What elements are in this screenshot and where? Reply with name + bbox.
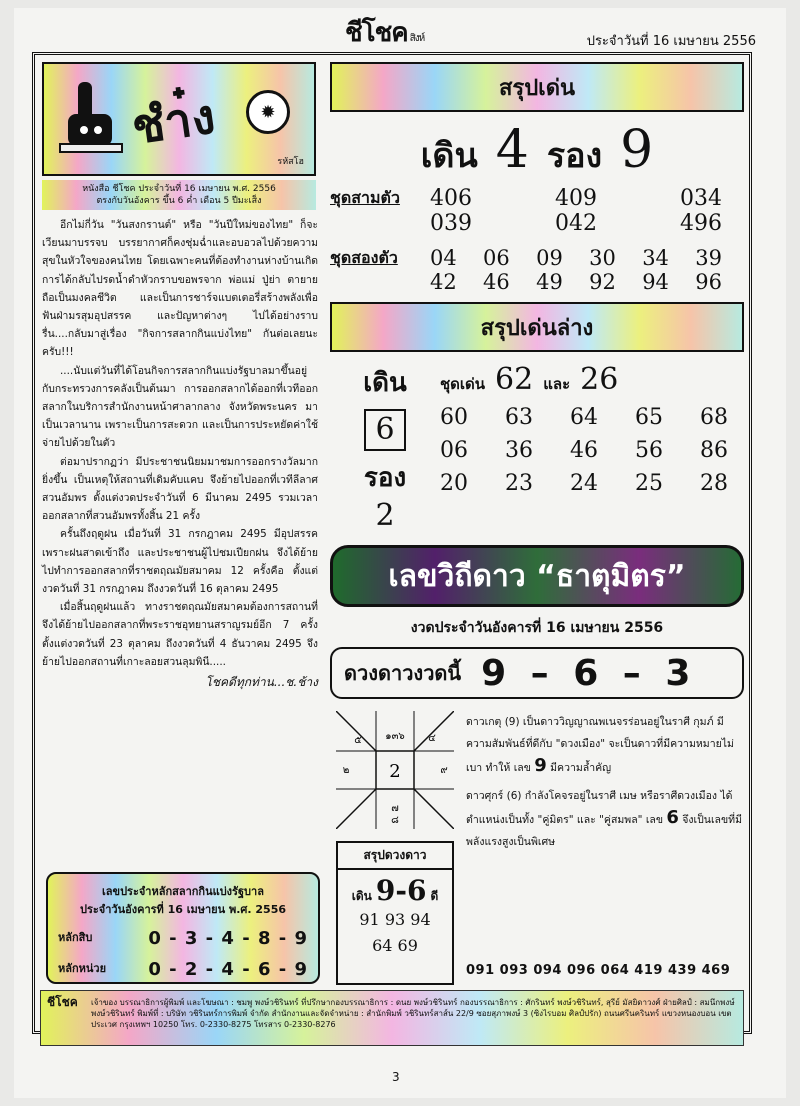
star-descriptions bbox=[466, 711, 742, 859]
lower-set-header: ชุดเด่น 62 และ 26 bbox=[440, 362, 619, 397]
two-row: 04 06 09 30 34 39 bbox=[430, 246, 722, 270]
hand-pen-icon bbox=[58, 74, 128, 164]
lower-second-label: รอง bbox=[363, 463, 407, 493]
lower-run-value: 6 bbox=[364, 409, 406, 451]
article-paragraph: ต่อมาปรากฏว่า มีประชาชนนิยมมาชมการออกรางวัลมากยิ่งขึ้น เป็นเหตุให้สถานที่เดิมคับแคบ จึงย้ายไปออกที่เวทีลีลาศ สวนอัมพร ตั้งแต่งวดประจำวันที่ 6 มีนาคม 2495 รวมเวลาออกสลากที่สวนอัมพรทั้งสิ้น 21 ครั้ง bbox=[42, 455, 318, 523]
lower-second-value: 2 bbox=[375, 498, 395, 533]
logo: ชีโชค สิงห์ bbox=[345, 18, 425, 48]
footer-text: เจ้าของ บรรณาธิการผู้พิมพ์ และโฆษณา : ชมพู พงษ์วชิรินทร์ ที่ปรึกษากองบรรณาธิการ : ดนย พงษ์วชิรินทร์ กองบรรณาธิการ : ศักรินทร์ พงษ์วชิรินทร์, สุรีย์ มัสยิดาวงศ์ ฝ่ายศิลป์ : สมนึกพงษ์ พงษ์วชิรินทร์ พิมพ์ที่ : บริษัท วชิรินทร์การพิมพ์ จำกัด สำนักงานและจัดจำหน่าย : สำนักพิมพ์ วชิรินทร์สาส์น 22/9 ซอยสุภาพงษ์ 3 (ซิงไรบอม ศิลป์ปรัก) ถนนศรีนครินทร์ แขวงหนองบอน เขตประเวศ กรุงเทพฯ 10250 โทร. 0-2330-8275 โทรสาร 0-2330-8276 bbox=[91, 998, 735, 1029]
lottery-box-title: เลขประจำหลักสลากกินแบ่งรัฐบาล bbox=[102, 885, 264, 898]
draw-date: งวดประจำวันอังคารที่ 16 เมษายน 2556 bbox=[410, 620, 664, 636]
orbit-box bbox=[330, 647, 744, 699]
sun-seal-icon: ✹ bbox=[246, 90, 290, 134]
two-digit-set bbox=[330, 246, 744, 294]
run-label: เดิน bbox=[420, 136, 478, 176]
chart-center: 2 bbox=[389, 761, 401, 782]
lower-section bbox=[330, 362, 744, 533]
star-numbers: 091 093 094 096 064 419 439 469 bbox=[466, 963, 731, 978]
star-summary-run: เดิน 9-6 ดี bbox=[351, 874, 439, 907]
masthead bbox=[42, 62, 316, 176]
publication-info bbox=[42, 180, 316, 210]
lower-banner: สรุปเด่นล่าง bbox=[330, 302, 744, 352]
two-label: ชุดสองตัว bbox=[330, 248, 398, 267]
chart-cell: ๗ bbox=[391, 803, 399, 814]
article-paragraph: เมื่อสิ้นฤดูฝนแล้ว ทางราชตฤณมัยสมาคมต้องการสถานที่ จึงได้ย้ายไปออกสลากที่พระราชอุทยานสราญรมย์อีก 7 ครั้ง ตั้งแต่งวดวันที่ 23 ตุลาคม ถึงงวดวันที่ 4 ธันวาคม 2495 จึงย้ายไปออกสถานที่เกาะลอยสวนลุมพินี..... bbox=[42, 601, 318, 668]
tens-label: หลักสิบ bbox=[58, 931, 93, 944]
star-summary-line: 64 69 bbox=[372, 936, 418, 955]
orbit-label: ดวงดาวงวดนี้ bbox=[344, 661, 462, 685]
footer-logo: ชีโชค bbox=[47, 995, 78, 1009]
article bbox=[42, 216, 318, 691]
units-label: หลักหน่วย bbox=[58, 962, 107, 975]
signoff: โชคดีทุกท่าน...ช.ช้าง bbox=[205, 675, 318, 690]
run-value: 4 bbox=[495, 120, 529, 180]
venus-description: ดาวศุกร์ (6) กำลังโคจรอยู่ในราศี เมษ หรือราศีดวงเมือง ได้ตำแหน่งเป็นทั้ง "คู่มิตร" และ "คู่สมพล" เลข 6 จึงเป็นเลขที่มีพลังแรงสูงเป็นพิเศษ bbox=[466, 790, 742, 848]
article-paragraph: ....นับแต่วันที่ได้โอนกิจการสลากกินแบ่งรัฐบาลมาขึ้นอยู่กับกระทรวงการคลังเป็นต้นมา การออกสลากได้ออกที่เวทีออกสลากในบริการสำนักงานหน้าศาลากลาง จังหวัดพระนคร มาเป็นเวลานาน เพราะเป็นการสะดวก และเป็นการประหยัดค่าใช้จ่ายไปด้วยในตัว bbox=[42, 364, 318, 450]
chart-cell: ๕ bbox=[354, 735, 362, 746]
star-summary-title: สรุปดวงดาว bbox=[338, 843, 452, 870]
pub-line: ตรงกับวันอังคาร ขึ้น 6 ค่ำ เดือน 5 ปีมะเส็ง bbox=[96, 196, 262, 206]
chart-cell: ๔ bbox=[428, 733, 436, 744]
ketu-description: ดาวเกตุ (9) เป็นดาววิญญาณพเนจรร่อนอยู่ในราศี กุมภ์ มีความสัมพันธ์ที่ดีกับ "ดวงเมือง" จะเป็นดาวที่มีความหมายไม่เบา ทำให้ เลข 9 มีความล้ำคัญ bbox=[466, 716, 734, 776]
astrology-section bbox=[330, 711, 744, 991]
units-value: 0 - 2 - 4 - 6 - 9 bbox=[148, 959, 308, 980]
chart-cell: ๒ bbox=[342, 765, 350, 776]
summary-banner: สรุปเด่น bbox=[330, 62, 744, 112]
chart-cell: ๑๓๖ bbox=[385, 731, 405, 742]
three-label: ชุดสามตัว bbox=[330, 188, 400, 207]
three-digit-set bbox=[330, 186, 744, 236]
two-row: 42 46 49 92 94 96 bbox=[430, 270, 722, 294]
horoscope-chart bbox=[336, 711, 454, 829]
summary-main bbox=[330, 120, 744, 182]
lower-run-label: เดิน bbox=[363, 368, 407, 398]
masthead-title: ชำ๋ง bbox=[128, 88, 219, 156]
article-paragraph: ครั้นถึงฤดูฝน เมื่อวันที่ 31 กรกฎาคม 2495 มีอุปสรรคเพราะฝนสาดเข้าถึง และประชาชนผู้ไปชมเปียกฝน จึงได้ย้ายไปทำการออกสลากที่ราชตฤณมัยสมาคม 12 ครั้งคือ ตั้งแต่งวดวันที่ 31 กรกฎาคม ถึงงวดวันที่ 16 ตุลาคม 2495 bbox=[42, 528, 318, 596]
article-paragraph: อีกไม่กี่วัน "วันสงกรานต์" หรือ "วันปีใหม่ของไทย" ก็จะเวียนมาบรรจบ บรรยากาศก็คงชุ่มฉ่ำและอบอวลไปด้วยความสุขในหัวใจของคนไทย โดยเฉพาะคนที่ต้องทำงานห่างบ้านเกิด การได้กลับไปรดน้ำดำหัวกราบขอพรจาก พ่อแม่ ปู่ย่า ตายาย ถือเป็นมงคลชีวิต และเป็นการชาร์จแบตเตอรี่สร้างพลังเพื่อฟันฝ่ามรสุมอุปสรรค และปัญหาต่างๆ ไปได้อย่างราบรื่น....กลับมาสู่เรื่อง "กิจการสลากกินแบ่งไทย" กันต่อเลยนะครับ!!! bbox=[42, 219, 318, 359]
pub-line: หนังสือ ชีโชค ประจำวันที่ 16 เมษายน พ.ศ. 2556 bbox=[82, 184, 276, 194]
lottery-digits-box bbox=[46, 872, 320, 984]
orbit-value: 9 – 6 – 3 bbox=[481, 652, 697, 694]
chart-cell: ๘ bbox=[391, 815, 399, 826]
issue-date: ประจำวันที่ 16 เมษายน 2556 bbox=[586, 34, 756, 49]
lower-row: 20 23 24 25 28 bbox=[440, 471, 728, 496]
lower-row: 60 63 64 65 68 bbox=[440, 405, 728, 430]
left-column bbox=[42, 62, 322, 691]
tens-row bbox=[58, 928, 308, 949]
second-value: 9 bbox=[620, 120, 654, 180]
three-row: 406 409 034 bbox=[430, 186, 722, 211]
masthead-tag: รหัสโฮ bbox=[277, 157, 304, 167]
units-row bbox=[58, 959, 308, 980]
page-number: 3 bbox=[392, 1070, 400, 1084]
star-path-banner: เลขวิถีดาว “ธาตุมิตร” bbox=[330, 545, 744, 607]
lottery-box-date: ประจำวันอังคารที่ 16 เมษายน พ.ศ. 2556 bbox=[79, 903, 287, 916]
tens-value: 0 - 3 - 4 - 8 - 9 bbox=[148, 928, 308, 949]
lower-row: 06 36 46 56 86 bbox=[440, 438, 728, 463]
second-label: รอง bbox=[546, 136, 603, 176]
star-summary-box bbox=[336, 841, 454, 985]
footer-credits bbox=[40, 990, 744, 1046]
chart-cell: ๙ bbox=[440, 765, 448, 776]
right-column bbox=[330, 62, 744, 991]
three-row: 039 042 496 bbox=[430, 211, 722, 236]
star-summary-line: 91 93 94 bbox=[359, 910, 431, 929]
